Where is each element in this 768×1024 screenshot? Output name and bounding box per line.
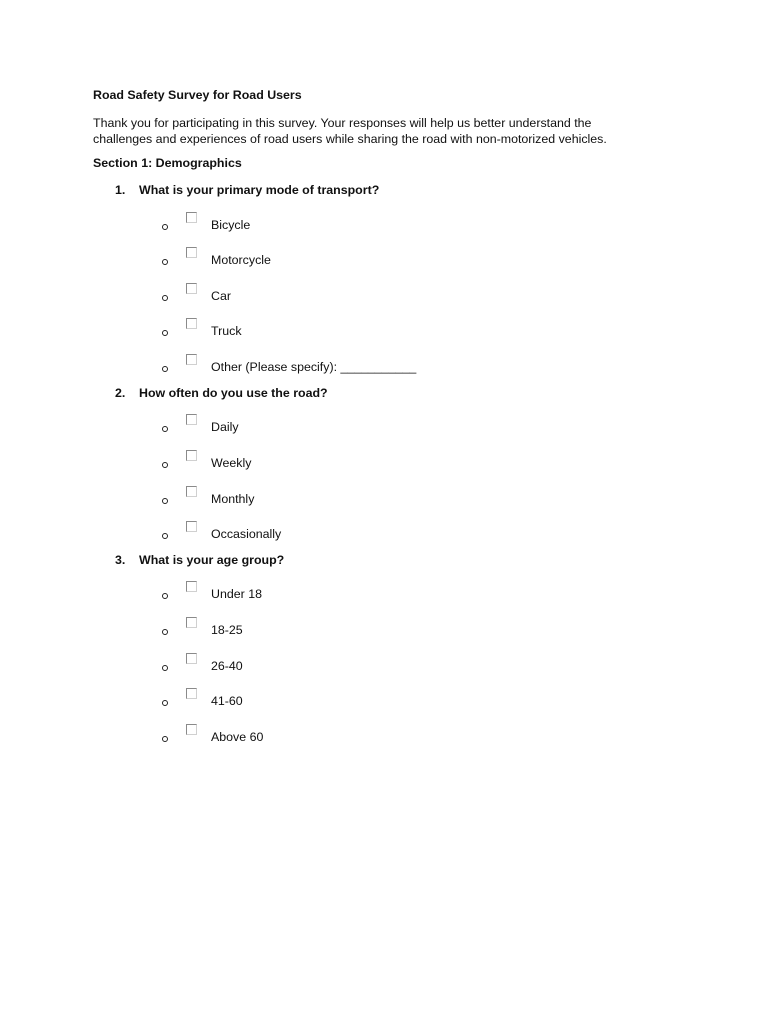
option-26-40[interactable] bbox=[93, 646, 728, 682]
option-label: Car bbox=[211, 288, 231, 303]
option-label: Under 18 bbox=[211, 587, 262, 602]
checkbox-icon[interactable] bbox=[186, 688, 197, 699]
option-label: Weekly bbox=[211, 455, 252, 470]
option-label: Other (Please specify): ___________ bbox=[211, 360, 417, 375]
question-3 bbox=[93, 552, 728, 753]
circle-bullet-icon bbox=[162, 629, 168, 635]
circle-bullet-icon bbox=[162, 593, 168, 599]
question-3-options bbox=[93, 574, 728, 752]
option-18-25[interactable] bbox=[93, 610, 728, 646]
option-under-18[interactable] bbox=[93, 574, 728, 610]
option-motorcycle[interactable] bbox=[93, 240, 728, 276]
intro-paragraph: Thank you for participating in this survey. Your responses will help us better understand the challenges and experiences of road users while sharing the road with non-motorized vehicles. bbox=[93, 115, 607, 147]
checkbox-icon[interactable] bbox=[186, 521, 197, 532]
question-text: What is your primary mode of transport? bbox=[139, 182, 380, 197]
question-2-options bbox=[93, 407, 728, 549]
option-label: Monthly bbox=[211, 491, 255, 506]
option-label: Daily bbox=[211, 420, 239, 435]
checkbox-icon[interactable] bbox=[186, 581, 197, 592]
circle-bullet-icon bbox=[162, 498, 168, 504]
circle-bullet-icon bbox=[162, 366, 168, 372]
question-1-title bbox=[93, 182, 728, 199]
circle-bullet-icon bbox=[162, 259, 168, 265]
circle-bullet-icon bbox=[162, 700, 168, 706]
question-number: 3. bbox=[115, 552, 126, 567]
circle-bullet-icon bbox=[162, 462, 168, 468]
option-above-60[interactable] bbox=[93, 717, 728, 753]
option-label: Truck bbox=[211, 324, 242, 339]
checkbox-icon[interactable] bbox=[186, 724, 197, 735]
question-number: 2. bbox=[115, 385, 126, 400]
checkbox-icon[interactable] bbox=[186, 486, 197, 497]
option-truck[interactable] bbox=[93, 311, 728, 347]
option-41-60[interactable] bbox=[93, 681, 728, 717]
question-text: How often do you use the road? bbox=[139, 385, 328, 400]
option-label: 41-60 bbox=[211, 694, 243, 709]
circle-bullet-icon bbox=[162, 533, 168, 539]
option-car[interactable] bbox=[93, 276, 728, 312]
option-label: 26-40 bbox=[211, 658, 243, 673]
circle-bullet-icon bbox=[162, 736, 168, 742]
circle-bullet-icon bbox=[162, 295, 168, 301]
question-3-title bbox=[93, 552, 728, 569]
question-2-title bbox=[93, 385, 728, 402]
option-label: Occasionally bbox=[211, 527, 282, 542]
option-label: Bicycle bbox=[211, 217, 251, 232]
checkbox-icon[interactable] bbox=[186, 450, 197, 461]
question-number: 1. bbox=[115, 182, 126, 197]
option-weekly[interactable] bbox=[93, 443, 728, 479]
circle-bullet-icon bbox=[162, 330, 168, 336]
option-occasionally[interactable] bbox=[93, 514, 728, 550]
option-label: 18-25 bbox=[211, 623, 243, 638]
option-other[interactable] bbox=[93, 347, 728, 383]
checkbox-icon[interactable] bbox=[186, 212, 197, 223]
question-2 bbox=[93, 385, 728, 550]
checkbox-icon[interactable] bbox=[186, 617, 197, 628]
survey-title: Road Safety Survey for Road Users bbox=[93, 88, 302, 102]
checkbox-icon[interactable] bbox=[186, 247, 197, 258]
option-monthly[interactable] bbox=[93, 479, 728, 515]
option-label: Above 60 bbox=[211, 729, 264, 744]
section-heading: Section 1: Demographics bbox=[93, 156, 242, 171]
question-1-options bbox=[93, 205, 728, 383]
circle-bullet-icon bbox=[162, 426, 168, 432]
checkbox-icon[interactable] bbox=[186, 354, 197, 365]
question-text: What is your age group? bbox=[139, 552, 285, 567]
checkbox-icon[interactable] bbox=[186, 653, 197, 664]
checkbox-icon[interactable] bbox=[186, 414, 197, 425]
option-bicycle[interactable] bbox=[93, 205, 728, 241]
circle-bullet-icon bbox=[162, 665, 168, 671]
checkbox-icon[interactable] bbox=[186, 283, 197, 294]
question-1 bbox=[93, 182, 728, 383]
circle-bullet-icon bbox=[162, 224, 168, 230]
checkbox-icon[interactable] bbox=[186, 318, 197, 329]
option-label: Motorcycle bbox=[211, 253, 271, 268]
option-daily[interactable] bbox=[93, 407, 728, 443]
